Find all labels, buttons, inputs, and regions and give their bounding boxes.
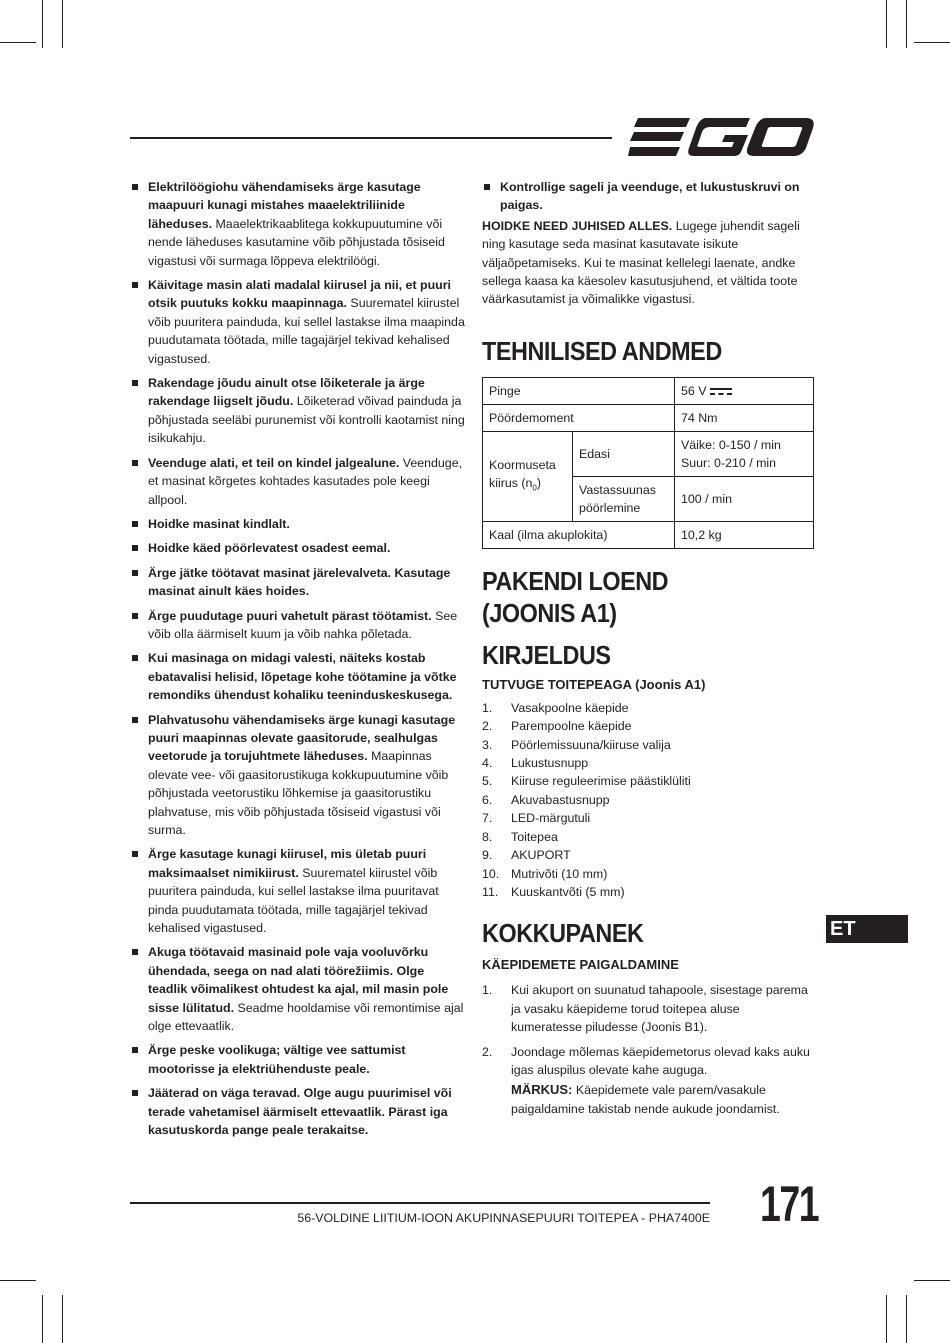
item-label: Mutrivõti (10 mm) — [511, 866, 608, 881]
spec-value: 10,2 kg — [675, 521, 814, 548]
parts-list-item — [482, 865, 814, 883]
item-label: Vasakpoolne käepide — [511, 700, 629, 715]
crop-mark — [914, 42, 950, 43]
forward-low-speed: Väike: 0-150 / min — [681, 437, 781, 452]
item-label: Pöörlemissuuna/kiiruse valija — [511, 737, 671, 752]
save-instructions-bold: HOIDKE NEED JUHISED ALLES. — [482, 218, 673, 233]
bullet-bold-text: Rakendage jõudu ainult otse lõiketerale ja ärge rakendage liigselt jõudu. — [148, 376, 425, 409]
bullet-text: Veenduge, et masinat kõrgetes kohtades kasutades pole keegi allpool. — [148, 455, 463, 507]
item-number: 3. — [482, 737, 493, 752]
crop-mark — [0, 1280, 36, 1281]
safety-bullet — [130, 607, 465, 644]
assembly-steps — [482, 981, 814, 1118]
bullet-bold-text: Plahvatusohu vähendamiseks ärge kunagi kasutage puuri maapinnas olevate gaasitorude, sealhulgas veetorude ja torujuhtmete läheduses. — [148, 712, 456, 764]
item-label: AKUPORT — [511, 848, 571, 863]
spec-value: 74 Nm — [675, 404, 814, 431]
note-text: Käepidemete vale parem/vasakule paigaldamine takistab nende aukude joondamist. — [511, 1083, 780, 1116]
item-label: Parempoolne käepide — [511, 719, 632, 734]
bullet-bold-text: Kui masinaga on midagi valesti, näiteks kostab ebatavalisi helisid, lõpetage kohe töötamine ja võtke remondiks ühendust kohaliku teeninduskeskusega. — [148, 651, 457, 703]
speed-subscript: 0 — [532, 483, 537, 493]
assembly-heading: KOKKUPANEK — [482, 918, 644, 949]
step-text: Kui akuport on suunatud tahapoole, sisestage parema ja vasaku käepideme torud toitepea aluse kumeratesse piludesse (Joonis B1). — [511, 983, 808, 1035]
packing-heading: PAKENDI LOEND — [482, 565, 669, 596]
spec-value: 100 / min — [675, 476, 814, 521]
safety-bullet — [130, 454, 465, 509]
crop-mark — [906, 0, 907, 48]
crop-mark — [914, 1280, 950, 1281]
item-number: 7. — [482, 811, 493, 826]
note-label: MÄRKUS: — [511, 1082, 573, 1098]
crop-mark — [886, 1295, 887, 1343]
bullet-text: Suurematel kiirustel võib puuritera painduda, kui sellel lastakse ilma puuritavat pinda puudutamata töötada, mille tagajärjel tekivad kehalised vigastused. — [148, 865, 439, 936]
bullet-text: Lõiketerad võivad painduda ja põhjustada seeläbi purunemist või kontrolli kaotamist ning isikukahju. — [148, 394, 465, 446]
assembly-step — [482, 981, 814, 1036]
item-label: Kiiruse reguleerimise päästiklüliti — [511, 774, 691, 789]
bullet-text: Maaelektrikaablitega kokkupuutumine või nende läheduses kasutamine võib põhjustada tõsiseid vigastusi või surmaga lõppeva elektrilöögi. — [148, 216, 445, 268]
item-label: LED-märgutuli — [511, 811, 591, 826]
bullet-bold-text: Kontrollige sageli ja veenduge, et lukustuskruvi on paigas. — [500, 180, 800, 213]
crop-mark — [62, 1295, 63, 1343]
ego-logo — [628, 116, 814, 158]
safety-bullet — [130, 649, 465, 704]
spec-row-speed-forward — [483, 431, 814, 476]
bullet-text: See võib olla äärmiselt kuum ja võib nahka põletada. — [148, 608, 458, 641]
bullet-text: Suurematel kiirustel võib puuritera painduda, kui sellel lastakse ilma maapinda puudutamata töötada, mille tagajärjel tekivad kehalised vigastused. — [148, 296, 465, 366]
step-text: Joondage mõlemas käepidemetorus olevad kaks auku igas aluspilus olevate kahe auguga. — [511, 1044, 810, 1077]
item-label: Lukustusnupp — [511, 756, 589, 771]
parts-list-item — [482, 846, 814, 864]
footer-title: 56-VOLDINE LIITIUM-IOON AKUPINNASEPUURI TOITEPEA - PHA7400E — [297, 1211, 710, 1225]
bullet-bold-text: Ärge kasutage kunagi kiirusel, mis ületab puuri maksimaalset nimikiirust. — [148, 847, 427, 880]
spec-label: Pöördemoment — [483, 404, 675, 431]
safety-bullet — [130, 943, 465, 1035]
item-label: Kuuskantvõti (5 mm) — [511, 884, 625, 899]
description-heading: KIRJELDUS — [482, 639, 611, 670]
voltage-value: 56 V — [681, 383, 707, 398]
parts-list-item — [482, 699, 814, 717]
crop-mark — [886, 0, 887, 48]
header-rule — [130, 137, 612, 139]
parts-list-item — [482, 717, 814, 735]
item-number: 4. — [482, 756, 493, 771]
step-number: 2. — [482, 1044, 493, 1059]
safety-bullet — [130, 515, 465, 533]
crop-mark — [906, 1295, 907, 1343]
crop-mark — [42, 0, 43, 48]
assembly-subheading: KÄEPIDEMETE PAIGALDAMINE — [482, 957, 679, 973]
step-number: 1. — [482, 983, 493, 998]
spec-value — [675, 431, 814, 476]
bullet-bold-text: Elektrilöögiohu vähendamiseks ärge kasutage maapuuri kunagi mistahes maaelektriliinide läheduses. — [148, 180, 421, 231]
parts-list-item — [482, 791, 814, 809]
spec-label: Pinge — [483, 377, 675, 404]
bullet-bold-text: Ärge peske voolikuga; vältige vee sattumist mootorisse ja elektriühenduste peale. — [148, 1043, 406, 1076]
safety-bullet — [130, 564, 465, 601]
spec-row-weight — [483, 521, 814, 548]
assembly-note — [482, 1081, 814, 1118]
spec-heading: TEHNILISED ANDMED — [482, 335, 722, 366]
language-tab: ET — [826, 915, 908, 943]
safety-bullet — [482, 178, 814, 215]
description-subheading: TUTVUGE TOITEPEAGA (Joonis A1) — [482, 676, 706, 692]
bullet-bold-text: Hoidke masinat kindlalt. — [148, 516, 290, 531]
crop-mark — [42, 1295, 43, 1343]
item-number: 6. — [482, 792, 493, 807]
safety-bullet — [130, 374, 465, 448]
crop-mark — [62, 0, 63, 48]
item-number: 5. — [482, 774, 493, 789]
spec-value — [675, 377, 814, 404]
bullet-bold-text: Käivitage masin alati madalal kiirusel ja nii, et puuri otsik puutuks kokku maapinnaga. — [148, 278, 451, 311]
spec-row-torque — [483, 404, 814, 431]
safety-bullet — [130, 1084, 465, 1139]
parts-list-item — [482, 772, 814, 790]
parts-list-item — [482, 754, 814, 772]
parts-list — [482, 699, 814, 901]
safety-warnings-column — [130, 178, 465, 1146]
crop-mark — [0, 42, 36, 43]
assembly-step — [482, 1043, 814, 1080]
packing-heading-figure: (JOONIS A1) — [482, 597, 617, 628]
bullet-bold-text: Ärge jätke töötavat masinat järelevalveta. Kasutage masinat ainult käes hoides. — [148, 565, 451, 599]
dc-symbol-icon — [710, 387, 732, 397]
item-number: 8. — [482, 829, 493, 844]
bullet-bold-text: Akuga töötavaid masinaid pole vaja vooluvõrku ühendada, seega on nad alati töörežiimis. Olge teadlik võimalikest ohtudest ka ajal, mil masin pole sisse lülitatud. — [148, 945, 449, 1015]
safety-bullet — [130, 276, 465, 368]
spec-sublabel: Edasi — [573, 431, 675, 476]
bullet-bold-text: Ärge puudutage puuri vahetult pärast töötamist. — [148, 608, 432, 623]
right-column — [482, 178, 814, 1118]
save-instructions-text: Lugege juhendit sageli ning kasutage seda masinat kasutavate isikute väljaõpetamiseks. Kui te masinat kellelegi laenate, andke sellega kaasa ka käesolev kasutusjuhend, et vältida toote väärkasutamist ja võimalikke vigastusi. — [482, 218, 800, 307]
safety-bullet — [130, 178, 465, 270]
bullet-text: Seadme hooldamise või remontimise ajal olge ettevaatlik. — [148, 1000, 464, 1034]
parts-list-item — [482, 736, 814, 754]
forward-high-speed: Suur: 0-210 / min — [681, 455, 777, 470]
bullet-bold-text: Hoidke käed pöörlevatest osadest eemal. — [148, 541, 391, 556]
item-number: 11. — [482, 884, 499, 899]
page-number: 171 — [760, 1176, 819, 1232]
safety-bullet — [130, 711, 465, 840]
spec-label: Kaal (ilma akuplokita) — [483, 521, 675, 548]
bullet-bold-text: Jääterad on väga teravad. Olge augu puurimisel või terade vahetamisel äärmiselt ettevaatlik. Pärast iga kasutuskorda pange peale terakaitse. — [148, 1086, 452, 1138]
item-number: 1. — [482, 700, 493, 715]
safety-bullet — [130, 1041, 465, 1078]
speed-close: ) — [536, 475, 541, 490]
item-number: 2. — [482, 719, 493, 734]
item-label: Toitepea — [511, 829, 558, 844]
save-instructions-paragraph — [482, 217, 814, 309]
parts-list-item — [482, 809, 814, 827]
spec-row-voltage — [483, 377, 814, 404]
parts-list-item — [482, 828, 814, 846]
spec-sublabel: Vastassuunas pöörlemine — [573, 476, 675, 521]
item-number: 9. — [482, 848, 493, 863]
item-number: 10. — [482, 866, 500, 881]
safety-bullet — [130, 845, 465, 937]
footer-rule — [130, 1202, 710, 1204]
bullet-text: Maapinnas olevate vee- või gaasitorustikuga kokkupuutumine võib põhjustada veetorustiku lõhkemise ja gaasitorustiku plahvatuse, mis võib põhjustada tõsiseid vigastusi või surma. — [148, 749, 449, 837]
speed-label: Koormuseta kiirus (n — [489, 457, 556, 490]
bullet-bold-text: Veenduge alati, et teil on kindel jalgealune. — [148, 455, 400, 470]
spec-table — [482, 377, 814, 549]
spec-label-speed — [483, 431, 573, 521]
parts-list-item — [482, 883, 814, 901]
safety-bullet — [130, 539, 465, 557]
item-label: Akuvabastusnupp — [511, 792, 610, 807]
